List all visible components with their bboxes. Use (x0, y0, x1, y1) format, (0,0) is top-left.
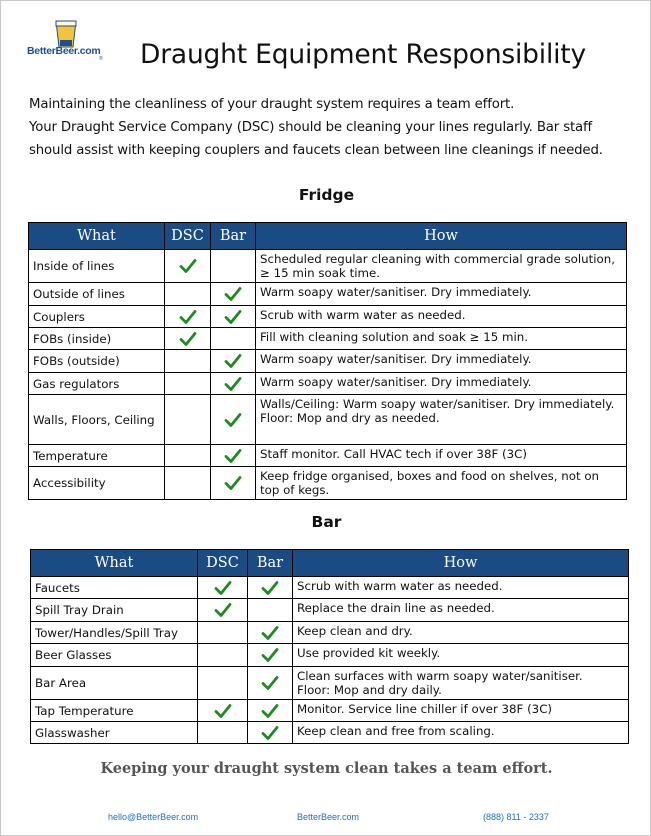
row-how (293, 700, 629, 722)
how-line: Floor: Mop and dry daily. (297, 683, 442, 697)
row-bar-cell (211, 395, 256, 445)
header-what: What (31, 550, 198, 577)
row-what: FOBs (outside) (29, 350, 165, 373)
footer-email[interactable]: hello@BetterBeer.com (108, 812, 199, 822)
intro-line-1: Maintaining the cleanliness of your draught system requires a team effort. (29, 97, 515, 112)
row-what: Inside of lines (29, 250, 165, 283)
header-bar: Bar (211, 223, 256, 250)
table-row (29, 373, 627, 395)
row-what: Bar Area (31, 667, 198, 700)
check-icon (179, 258, 197, 274)
row-dsc-cell (198, 644, 248, 667)
check-icon (261, 703, 279, 719)
row-how (293, 622, 629, 644)
check-icon (224, 475, 242, 491)
row-bar-cell (211, 250, 256, 283)
header-dsc: DSC (165, 223, 211, 250)
header-how: How (293, 550, 629, 577)
row-how (293, 722, 629, 744)
table-row (29, 445, 627, 467)
how-line: Replace the drain line as needed. (297, 601, 495, 615)
check-icon (224, 286, 242, 302)
row-how (256, 373, 627, 395)
row-dsc-cell (165, 445, 211, 467)
row-dsc-cell (165, 373, 211, 395)
row-dsc-cell (165, 350, 211, 373)
row-what: FOBs (inside) (29, 328, 165, 350)
row-what: Couplers (29, 306, 165, 328)
fridge-table-body (29, 250, 627, 500)
check-icon (261, 725, 279, 741)
row-bar-cell (211, 306, 256, 328)
table-row (29, 250, 627, 283)
table-row (31, 700, 629, 722)
fridge-section-title: Fridge (298, 186, 355, 204)
check-icon (261, 675, 279, 691)
header-what: What (29, 223, 165, 250)
row-bar-cell (248, 667, 293, 700)
row-what: Tap Temperature (31, 700, 198, 722)
row-how (256, 467, 627, 500)
row-bar-cell (211, 328, 256, 350)
how-line: Keep clean and free from scaling. (297, 724, 495, 738)
row-how (256, 306, 627, 328)
how-line: Warm soapy water/sanitiser. Dry immediately. (260, 352, 532, 366)
how-line: Staff monitor. Call HVAC tech if over 38F (3C) (260, 447, 527, 461)
row-dsc-cell (165, 283, 211, 306)
row-bar-cell (248, 644, 293, 667)
row-bar-cell (248, 577, 293, 599)
row-dsc-cell (198, 667, 248, 700)
row-dsc-cell (165, 328, 211, 350)
how-line: Keep fridge organised, boxes and food on shelves, not on top of kegs. (260, 469, 600, 497)
check-icon (261, 625, 279, 641)
tagline: Keeping your draught system clean takes a team effort. (100, 760, 553, 777)
check-icon (179, 331, 197, 347)
how-line: Fill with cleaning solution and soak ≥ 15 min. (260, 330, 528, 344)
intro-text (29, 93, 629, 162)
how-line: Scheduled regular cleaning with commercial grade solution, ≥ 15 min soak time. (260, 252, 615, 280)
table-row (31, 599, 629, 622)
table-row (29, 350, 627, 373)
row-bar-cell (211, 467, 256, 500)
row-what: Walls, Floors, Ceiling (29, 395, 165, 445)
row-what: Faucets (31, 577, 198, 599)
footer-website[interactable]: BetterBeer.com (297, 812, 360, 822)
check-icon (224, 412, 242, 428)
check-icon (214, 580, 232, 596)
row-how (256, 395, 627, 445)
row-what: Accessibility (29, 467, 165, 500)
row-bar-cell (248, 622, 293, 644)
row-what: Temperature (29, 445, 165, 467)
how-line: Use provided kit weekly. (297, 646, 441, 660)
table-row (31, 644, 629, 667)
trademark-mark: ® (99, 56, 103, 62)
table-row (31, 622, 629, 644)
row-what: Tower/Handles/Spill Tray (31, 622, 198, 644)
table-row (29, 283, 627, 306)
row-how (293, 599, 629, 622)
row-dsc-cell (198, 599, 248, 622)
check-icon (224, 309, 242, 325)
row-bar-cell (211, 350, 256, 373)
how-line: Scrub with warm water as needed. (260, 308, 466, 322)
how-line: Clean surfaces with warm soapy water/sanitiser. (297, 669, 583, 683)
row-dsc-cell (198, 700, 248, 722)
row-how (293, 667, 629, 700)
row-bar-cell (211, 283, 256, 306)
how-line: Scrub with warm water as needed. (297, 579, 503, 593)
how-line: Warm soapy water/sanitiser. Dry immediately. (260, 285, 532, 299)
check-icon (224, 376, 242, 392)
row-dsc-cell (165, 395, 211, 445)
row-what: Beer Glasses (31, 644, 198, 667)
page-title: Draught Equipment Responsibility (140, 39, 586, 70)
header-bar: Bar (248, 550, 293, 577)
check-icon (214, 703, 232, 719)
table-row (29, 328, 627, 350)
how-line: Warm soapy water/sanitiser. Dry immediately. (260, 375, 532, 389)
row-bar-cell (211, 445, 256, 467)
row-dsc-cell (198, 577, 248, 599)
row-bar-cell (248, 599, 293, 622)
how-line: Walls/Ceiling: Warm soapy water/sanitiser. Dry immediately. (260, 397, 615, 411)
table-row (31, 577, 629, 599)
row-bar-cell (211, 373, 256, 395)
how-line: Floor: Mop and dry as needed. (260, 411, 440, 425)
intro-line-2: Your Draught Service Company (DSC) should be cleaning your lines regularly. Bar staff should assist with keeping couplers and faucets clean between line cleanings if needed. (29, 120, 603, 158)
row-how (256, 328, 627, 350)
row-what: Spill Tray Drain (31, 599, 198, 622)
check-icon (261, 580, 279, 596)
row-how (256, 283, 627, 306)
row-how (293, 644, 629, 667)
table-row (29, 306, 627, 328)
row-how (256, 445, 627, 467)
check-icon (224, 448, 242, 464)
row-how (256, 250, 627, 283)
brand-name: BetterBeer.com (27, 45, 101, 57)
check-icon (261, 647, 279, 663)
check-icon (179, 309, 197, 325)
check-icon (214, 602, 232, 618)
bar-table (30, 549, 629, 744)
table-row (29, 467, 627, 500)
row-dsc-cell (198, 622, 248, 644)
table-header-row (31, 550, 629, 577)
table-row (31, 667, 629, 700)
brand-logo (27, 19, 105, 73)
row-what: Gas regulators (29, 373, 165, 395)
row-dsc-cell (165, 306, 211, 328)
table-row (31, 722, 629, 744)
row-what: Outside of lines (29, 283, 165, 306)
table-row (29, 395, 627, 445)
header-dsc: DSC (198, 550, 248, 577)
footer-phone: (888) 811 - 2337 (483, 812, 549, 822)
row-dsc-cell (165, 467, 211, 500)
row-bar-cell (248, 722, 293, 744)
table-header-row (29, 223, 627, 250)
row-what: Glasswasher (31, 722, 198, 744)
check-icon (224, 353, 242, 369)
how-line: Monitor. Service line chiller if over 38F (3C) (297, 702, 553, 716)
row-bar-cell (248, 700, 293, 722)
bar-table-body (31, 577, 629, 744)
bar-section-title: Bar (311, 513, 342, 531)
header-how: How (256, 223, 627, 250)
row-dsc-cell (165, 250, 211, 283)
row-dsc-cell (198, 722, 248, 744)
row-how (256, 350, 627, 373)
row-how (293, 577, 629, 599)
fridge-table (28, 222, 627, 500)
how-line: Keep clean and dry. (297, 624, 413, 638)
